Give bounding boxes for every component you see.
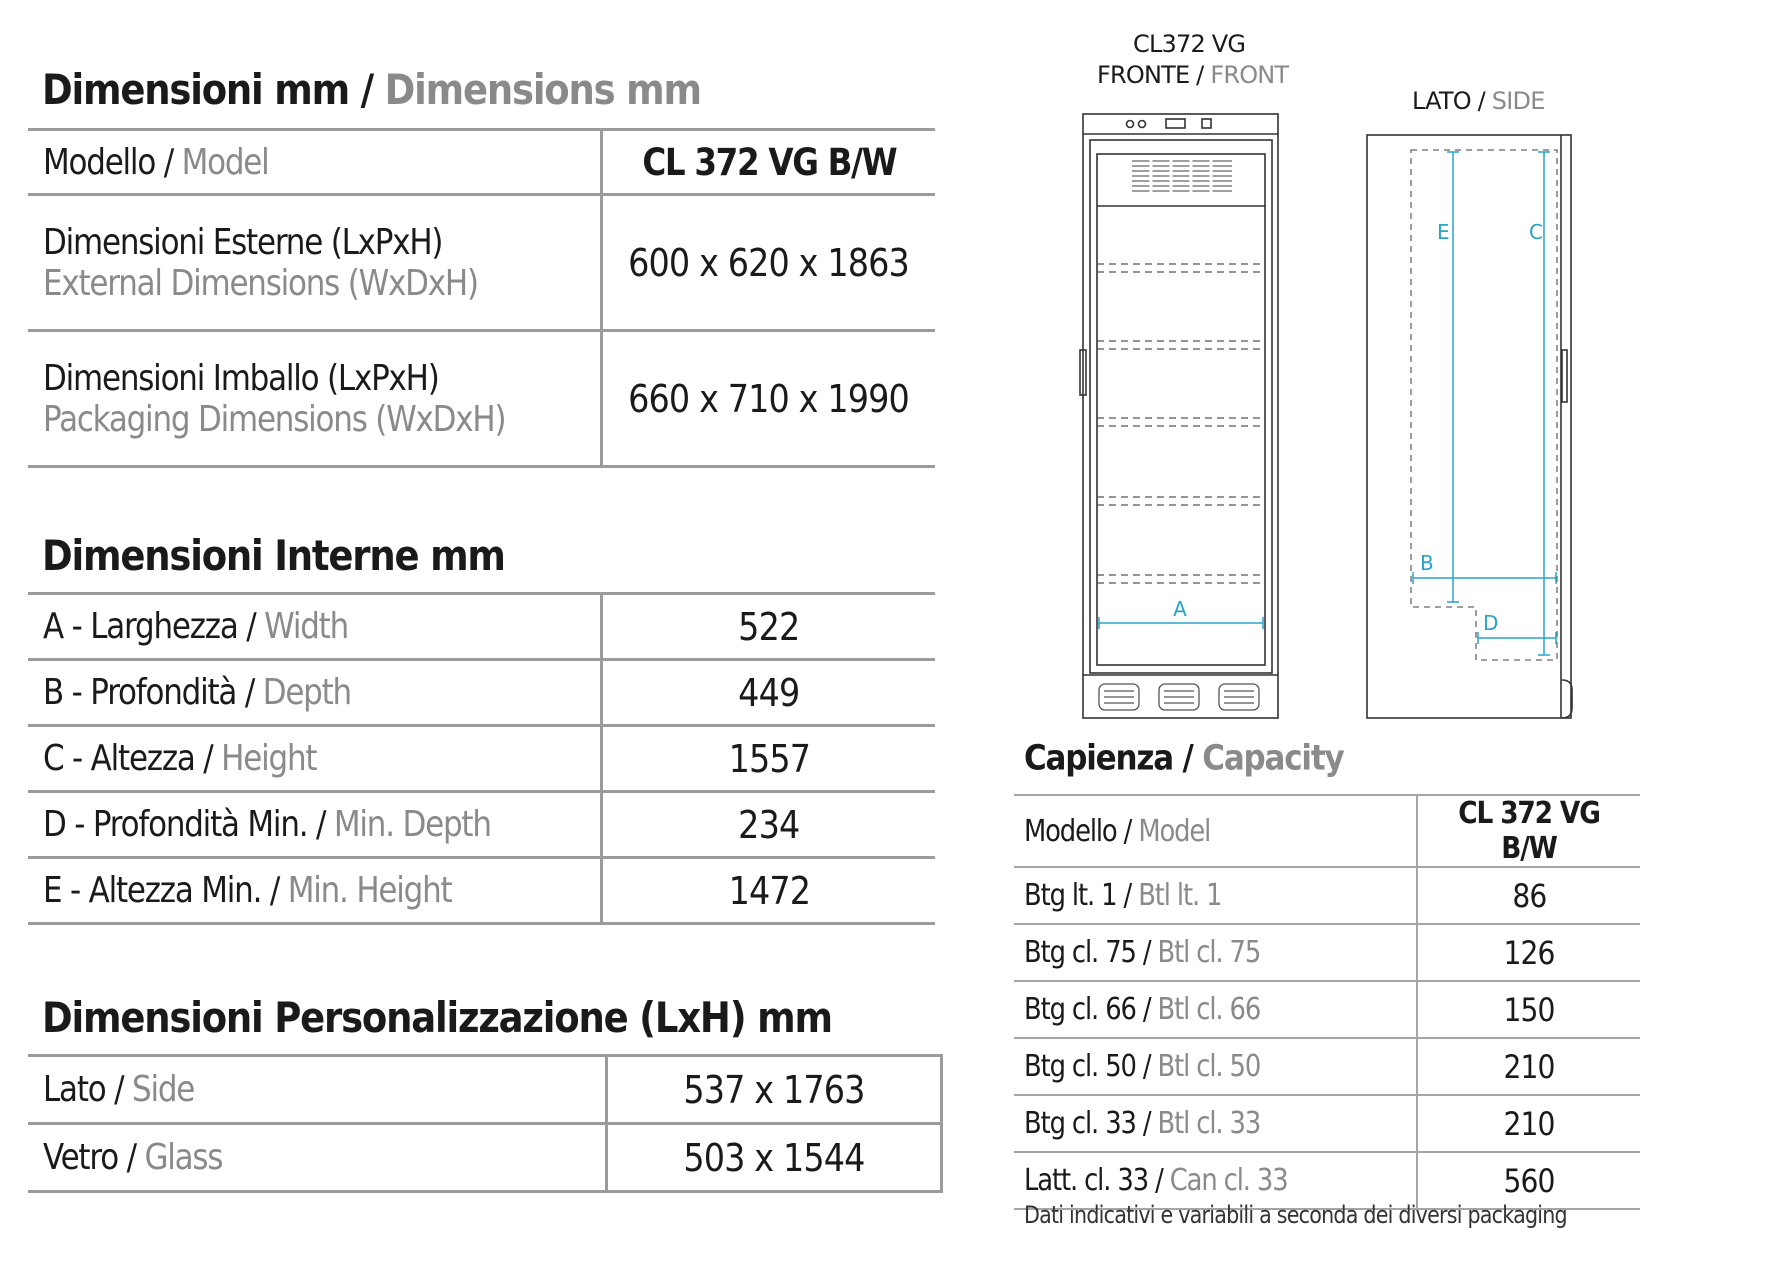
row-label-it: A - Larghezza / xyxy=(43,606,256,647)
row-label xyxy=(28,1124,607,1192)
row-value-text: 126 xyxy=(1503,933,1555,972)
row-label-en: Btl cl. 66 xyxy=(1157,992,1261,1027)
model-label-en: Model xyxy=(1138,813,1211,849)
row-label-it: Lato / xyxy=(43,1069,124,1110)
row-label-it: Dimensioni Imballo (LxPxH) xyxy=(43,357,439,399)
row-label-it: Btg cl. 50 / xyxy=(1024,1049,1151,1084)
row-value xyxy=(1417,867,1640,924)
table-row xyxy=(28,1056,942,1124)
footnote-text: Dati indicativi e variabili a seconda dei diversi packaging xyxy=(1024,1201,1567,1229)
capacity-title-en: Capacity xyxy=(1202,738,1344,779)
row-label xyxy=(28,858,602,924)
dimension-c-label: C xyxy=(1529,220,1543,244)
table-row xyxy=(28,792,935,858)
row-value-text: 503 x 1544 xyxy=(683,1135,865,1180)
row-label-it: Dimensioni Esterne (LxPxH) xyxy=(43,221,443,263)
front-label-en: FRONT xyxy=(1210,61,1289,89)
front-view xyxy=(1080,114,1278,718)
row-value-text: 210 xyxy=(1503,1047,1555,1086)
side-label-en: SIDE xyxy=(1491,87,1545,115)
row-label-it: D - Profondità Min. / xyxy=(43,804,326,845)
glass-door-outline xyxy=(1090,140,1272,673)
row-label xyxy=(28,792,602,858)
dimension-a-label: A xyxy=(1173,597,1187,621)
row-value-text: 210 xyxy=(1503,1104,1555,1143)
row-label-en: Glass xyxy=(144,1137,223,1178)
title-en: Dimensions mm xyxy=(384,66,701,115)
row-label xyxy=(28,1056,607,1124)
row-label-it: E - Altezza Min. / xyxy=(43,870,280,911)
model-label-it: Modello / xyxy=(1024,813,1132,849)
row-label-it: Latt. cl. 33 / xyxy=(1024,1163,1163,1198)
row-label-it: Btg lt. 1 / xyxy=(1024,878,1132,913)
capacity-title xyxy=(1024,738,1343,778)
control-knob-icon xyxy=(1139,121,1146,128)
row-value xyxy=(607,1124,942,1192)
row-label-en: External Dimensions (WxDxH) xyxy=(43,262,478,304)
row-label xyxy=(1014,981,1417,1038)
row-value xyxy=(1417,924,1640,981)
table-row xyxy=(28,1124,942,1192)
model-label-it: Modello / xyxy=(43,141,173,183)
row-label-it: B - Profondità / xyxy=(43,672,255,713)
row-value-text: 449 xyxy=(738,670,800,715)
row-label-en: Min. Height xyxy=(287,870,452,911)
title-it: Dimensioni mm / xyxy=(42,66,373,115)
row-value-text: 560 xyxy=(1503,1161,1555,1200)
row-value-text: 522 xyxy=(738,604,800,649)
capacity-footnote xyxy=(1024,1201,1655,1229)
front-cabinet-outline xyxy=(1083,114,1278,718)
internal-dimensions-title: Dimensioni Interne mm xyxy=(42,532,505,581)
side-label-it: LATO / xyxy=(1412,87,1485,115)
row-label-en: Can cl. 33 xyxy=(1169,1163,1288,1198)
row-label xyxy=(1014,1095,1417,1152)
display-icon xyxy=(1166,119,1185,128)
row-value-text: 1472 xyxy=(728,868,810,913)
row-label-en: Depth xyxy=(262,672,351,713)
control-knob-icon xyxy=(1127,121,1134,128)
row-value-text: 600 x 620 x 1863 xyxy=(628,240,910,285)
row-label-it: Btg cl. 66 / xyxy=(1024,992,1151,1027)
row-label-en: Packaging Dimensions (WxDxH) xyxy=(43,398,506,440)
dimension-b-label: B xyxy=(1420,551,1434,575)
row-value-text: 537 x 1763 xyxy=(683,1067,865,1112)
row-label xyxy=(1014,867,1417,924)
row-label-it: Btg cl. 75 / xyxy=(1024,935,1151,970)
row-value xyxy=(1417,1095,1640,1152)
row-value-text: 234 xyxy=(738,802,800,847)
side-handle xyxy=(1562,350,1567,402)
front-model-label: CL372 VG xyxy=(1133,30,1246,58)
dimension-d-label: D xyxy=(1483,611,1499,635)
row-label-en: Height xyxy=(221,738,317,779)
canopy-grill xyxy=(1132,158,1232,194)
capacity-title-it: Capienza / xyxy=(1024,738,1193,779)
model-label xyxy=(1014,795,1417,867)
table-row xyxy=(1014,1038,1640,1095)
row-label-it: Vetro / xyxy=(43,1137,136,1178)
row-label-en: Width xyxy=(264,606,349,647)
custom-dimensions-title: Dimensioni Personalizzazione (LxH) mm xyxy=(42,994,832,1043)
row-label-en: Side xyxy=(131,1069,195,1110)
model-label-en: Model xyxy=(181,141,269,183)
row-label-en: Min. Depth xyxy=(333,804,491,845)
dimension-e-label: E xyxy=(1437,220,1450,244)
capacity-table xyxy=(1014,794,1640,1210)
row-label xyxy=(1014,924,1417,981)
row-value xyxy=(607,1056,942,1124)
row-label-it: C - Altezza / xyxy=(43,738,213,779)
table-row xyxy=(1014,981,1640,1038)
row-value-text: 86 xyxy=(1511,876,1547,915)
row-value xyxy=(602,792,936,858)
row-label-en: Btl lt. 1 xyxy=(1138,878,1222,913)
bottom-vents xyxy=(1099,684,1259,710)
model-value xyxy=(1417,795,1640,867)
model-value-text: CL 372 VG B/W xyxy=(1458,796,1600,866)
row-label xyxy=(1014,1038,1417,1095)
table-row xyxy=(1014,1095,1640,1152)
row-value-text: 660 x 710 x 1990 xyxy=(628,376,910,421)
table-row xyxy=(1014,867,1640,924)
row-value xyxy=(1417,1038,1640,1095)
row-label-it: Btg cl. 33 / xyxy=(1024,1106,1151,1141)
row-label-en: Btl cl. 33 xyxy=(1157,1106,1261,1141)
model-row xyxy=(1014,795,1640,867)
model-value-text: CL 372 VG B/W xyxy=(641,140,896,184)
table-row xyxy=(28,858,935,924)
custom-dimensions-table xyxy=(28,1054,943,1193)
shelves xyxy=(1097,264,1265,583)
row-value-text: 150 xyxy=(1503,990,1555,1029)
front-label-it: FRONTE / xyxy=(1097,61,1204,89)
button-icon xyxy=(1202,119,1211,128)
row-value-text: 1557 xyxy=(728,736,810,781)
table-row xyxy=(1014,924,1640,981)
row-value xyxy=(602,858,936,924)
row-label-en: Btl cl. 50 xyxy=(1157,1049,1261,1084)
glass-inner-outline xyxy=(1097,154,1265,665)
row-value xyxy=(1417,981,1640,1038)
row-label-en: Btl cl. 75 xyxy=(1157,935,1261,970)
